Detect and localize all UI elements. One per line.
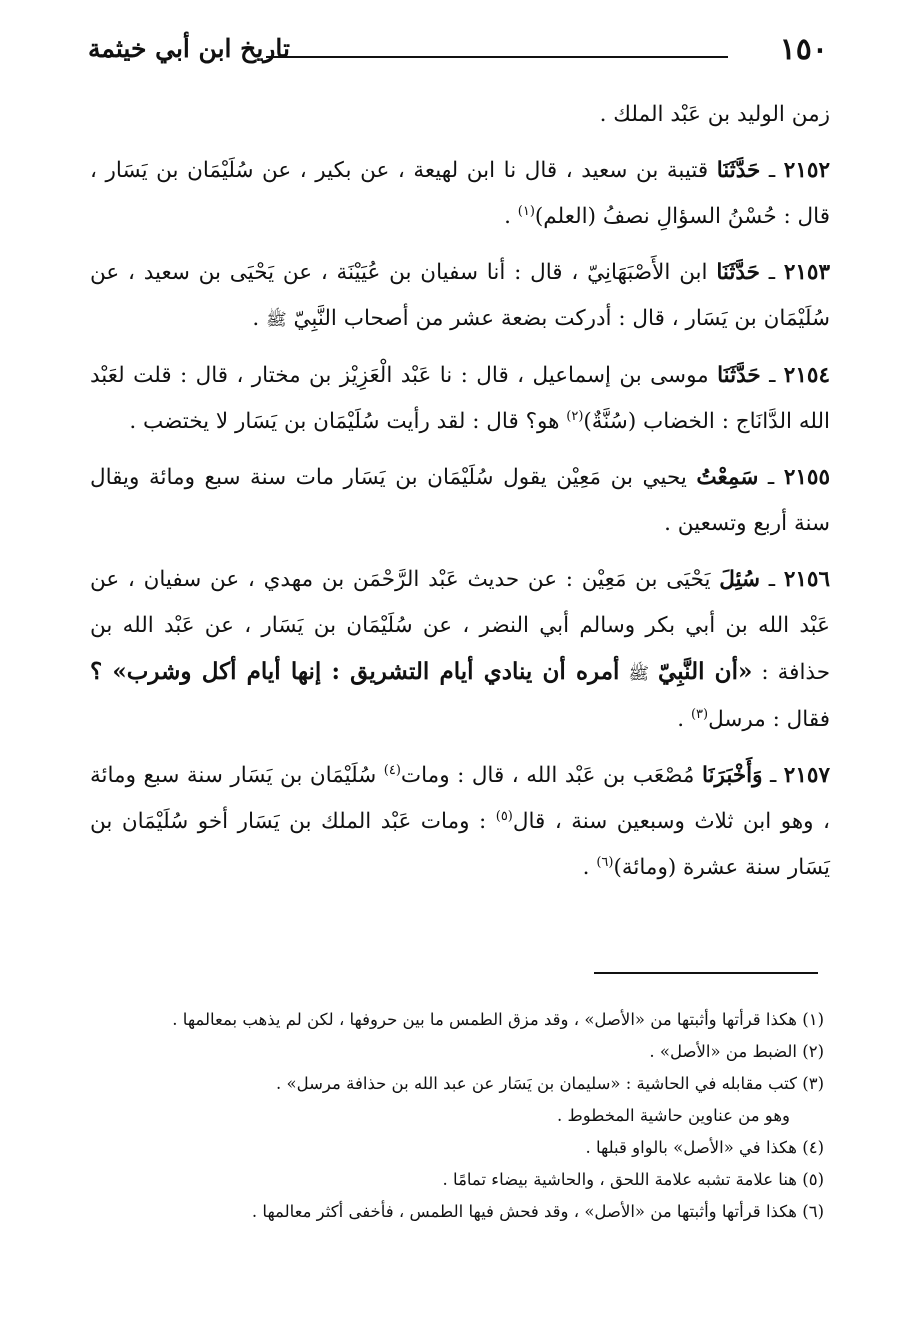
- footnote-ref: (٢): [566, 408, 584, 424]
- narration-verb: حَدَّثَنَا: [716, 260, 760, 285]
- entry-end: .: [504, 204, 518, 229]
- entry-number: ٢١٥٧: [783, 763, 830, 788]
- narration-verb: حَدَّثَنَا: [717, 363, 761, 388]
- entry-text: مُصْعَب بن عَبْد الله ، قال : ومات: [400, 763, 695, 788]
- entry-2153: ٢١٥٣ ـ حَدَّثَنَا ابن الأَصْبَهَانِيّ ، قال : أنا سفيان بن عُيَيْنَة ، عن يَحْيَى بن سعيد ، عن سُلَيْمَان بن يَسَار ، قال : أدركت بضعة عشر من أصحاب النَّبِيّ ﷺ .: [90, 260, 831, 331]
- footnote-ref: (٣): [690, 706, 709, 722]
- entry-number: ٢١٥٦: [783, 567, 831, 592]
- narration-verb: وَأَخْبَرَنَا: [701, 763, 763, 788]
- book-title: تاريخ ابن أبي خيثمة: [88, 34, 290, 63]
- entry-text-continued: هو؟ قال : لقد رأيت سُلَيْمَان بن يَسَار لا يختضب .: [129, 409, 567, 434]
- hadith-text-end: أمره أن ينادي أيام التشريق : إنها أيام أكل وشرب»: [112, 658, 620, 685]
- question-mark: ؟: [90, 658, 113, 685]
- narration-verb: سُئِلَ: [719, 567, 761, 592]
- footnote-2: (٢) الضبط من «الأصل» .: [649, 1042, 824, 1061]
- main-text: [90, 92, 830, 901]
- footnote-3: (٣) كتب مقابله في الحاشية : «سليمان بن يَسَار عن عبد الله بن حذافة مرسل» .: [276, 1074, 824, 1093]
- narration-verb: حَدَّثَنَا: [716, 158, 761, 183]
- entry-2157: ٢١٥٧ ـ وَأَخْبَرَنَا مُصْعَب بن عَبْد الله ، قال : ومات$^{(٤)}$ سُلَيْمَان بن يَسَار سنة سبع ومائة ، وهو ابن ثلاث وسبعين سنة ، قال$^{(٥)}$ : ومات عَبْد الملك بن يَسَار أخو سُلَيْمَان بن يَسَار سنة عشرة (ومائة)$^{(٦)}$ .: [90, 762, 831, 880]
- entry-end: .: [677, 707, 691, 732]
- intro-text: زمن الوليد بن عَبْد الملك .: [599, 102, 830, 127]
- entry-text: يَحْيَى بن مَعِيْن : عن حديث عَبْد الرَّحْمَن بن مهدي ، عن سفيان ، عن عَبْد الله بن أبي بكر وسالم أبي النضر ، عن سُلَيْمَان بن يَسَار ، عن عَبْد الله بن حذافة :: [90, 567, 830, 685]
- entry-number: ٢١٥٤: [783, 363, 830, 388]
- entry-number: ٢١٥٢: [783, 158, 830, 183]
- footnote-3-continued: وهو من عناوين حاشية المخطوط .: [556, 1106, 790, 1125]
- entry-end: .: [582, 855, 597, 880]
- entry-text-continued-2: : ومات عَبْد الملك بن يَسَار أخو سُلَيْمَان بن يَسَار سنة عشرة (ومائة): [90, 809, 830, 880]
- entry-text: قتيبة بن سعيد ، قال نا ابن لهيعة ، عن بكير ، عن سُلَيْمَان بن يَسَار ، قال : حُسْنُ السؤالِ نصفُ (العلم): [90, 158, 830, 229]
- page-header: [88, 30, 828, 74]
- entry-number: ٢١٥٥: [783, 465, 831, 490]
- entry-end: .: [252, 306, 267, 331]
- footnote-4: (٤) هكذا في «الأصل» بالواو قبلها .: [585, 1138, 824, 1157]
- entry-2152: ٢١٥٢ ـ حَدَّثَنَا قتيبة بن سعيد ، قال نا ابن لهيعة ، عن بكير ، عن سُلَيْمَان بن يَسَار ، قال : حُسْنُ السؤالِ نصفُ (العلم)$^{(١)}$ .: [90, 158, 830, 229]
- salawat-symbol: ﷺ: [628, 664, 649, 684]
- header-rule: [266, 56, 728, 58]
- footnote-separator: [594, 972, 818, 974]
- footnote-5: (٥) هنا علامة تشبه علامة اللحق ، والحاشية بيضاء تمامًا .: [442, 1170, 824, 1189]
- footnote-ref: (٦): [596, 854, 614, 870]
- entry-text: يحيي بن مَعِيْن يقول سُلَيْمَان بن يَسَار مات سنة سبع ومائة ويقال سنة أربع وتسعين .: [90, 465, 830, 536]
- page-number: ١٥٠: [779, 32, 828, 67]
- footnote-ref: (١): [517, 203, 535, 219]
- footnote-ref: (٤): [383, 762, 401, 778]
- footnote-6: (٦) هكذا قرأتها وأثبتها من «الأصل» ، وقد فحش فيها الطمس ، فأخفى أكثر معالمها .: [251, 1202, 824, 1221]
- footnotes: [90, 1004, 824, 1228]
- entry-2154: ٢١٥٤ ـ حَدَّثَنَا موسى بن إسماعيل ، قال : نا عَبْد الْعَزِيْز بن مختار ، قال : قلت لعَبْد الله الدَّانَاج : الخضاب (سُنَّةٌ)$^{(٢)}$ هو؟ قال : لقد رأيت سُلَيْمَان بن يَسَار لا يختضب .: [90, 363, 830, 434]
- entry-text: ابن الأَصْبَهَانِيّ ، قال : أنا سفيان بن عُيَيْنَة ، عن يَحْيَى بن سعيد ، عن سُلَيْمَان بن يَسَار ، قال : أدركت بضعة عشر من أصحاب النَّبِيّ: [90, 260, 830, 331]
- salawat-symbol: ﷺ: [266, 310, 287, 330]
- entry-2156: ٢١٥٦ ـ سُئِلَ يَحْيَى بن مَعِيْن : عن حديث عَبْد الرَّحْمَن بن مهدي ، عن سفيان ، عن عَبْد الله بن أبي بكر وسالم أبي النضر ، عن سُلَيْمَان بن يَسَار ، عن عَبْد الله بن حذافة : «أن النَّبِيّ ﷺ أمره أن ينادي أيام التشريق : إنها أيام أكل وشرب» ؟ فقال : مرسل$^{(٣)}$ .: [90, 567, 831, 732]
- intro-line: [90, 92, 830, 138]
- hadith-text-start: «أن النَّبِيّ: [658, 658, 753, 685]
- entry-text: موسى بن إسماعيل ، قال : نا عَبْد الْعَزِيْز بن مختار ، قال : قلت لعَبْد الله الدَّانَاج : الخضاب (سُنَّةٌ): [90, 363, 830, 434]
- footnote-1: (١) هكذا قرأتها وأثبتها من «الأصل» ، وقد مزق الطمس ما بين حروفها ، لكن لم يذهب بمعالمها .: [172, 1010, 824, 1029]
- narration-verb: سَمِعْتُ: [696, 465, 759, 490]
- entry-text-continued: سُلَيْمَان بن يَسَار سنة سبع ومائة ، وهو ابن ثلاث وسبعين سنة ، قال: [90, 763, 831, 834]
- entry-2155: ٢١٥٥ ـ سَمِعْتُ يحيي بن مَعِيْن يقول سُلَيْمَان بن يَسَار مات سنة سبع ومائة ويقال سنة أربع وتسعين .: [90, 465, 831, 536]
- entry-text-continued: فقال : مرسل: [708, 707, 830, 732]
- footnote-ref: (٥): [495, 808, 513, 824]
- entry-number: ٢١٥٣: [783, 260, 831, 285]
